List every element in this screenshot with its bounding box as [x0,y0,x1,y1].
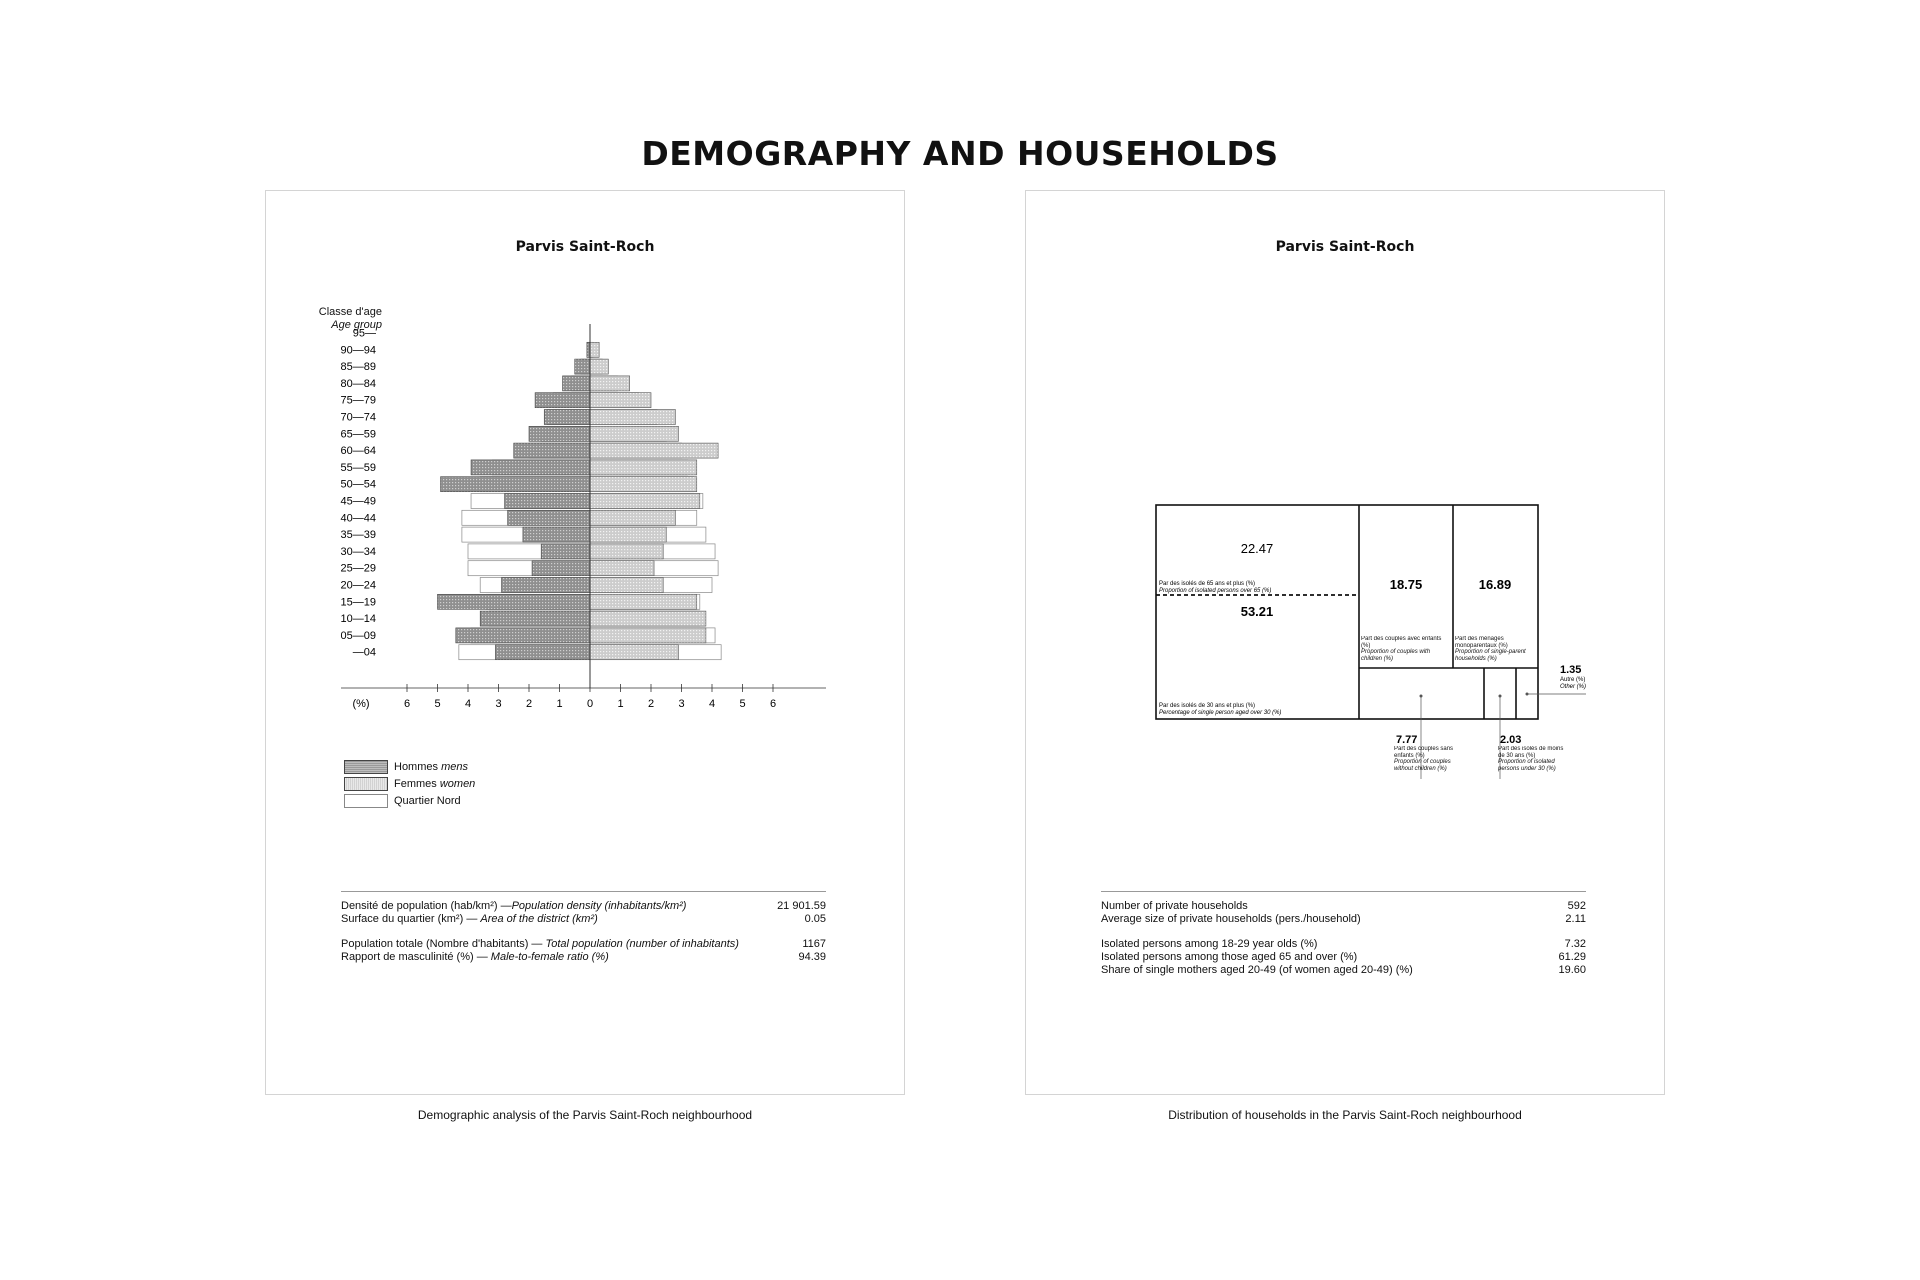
x-axis-unit: (%) [352,698,370,710]
age-category-label: 90—94 [340,344,376,357]
bar-women [590,342,599,357]
stat-label: Average size of private households (pers./household) [1101,913,1361,925]
bar-men [514,443,590,458]
cell-value-18-75: 18.75 [1389,577,1423,592]
age-header-fr: Classe d'age [318,306,382,318]
bar-men [529,426,590,441]
x-tick-label: 4 [708,698,716,710]
bar-women [590,645,678,660]
cell-label-fr: Autre (%) [1560,677,1586,683]
bar-men [438,594,591,609]
age-category-label: 40—44 [340,512,376,525]
bar-women [590,544,663,559]
x-tick-label: 1 [556,698,563,710]
bar-men [532,561,590,576]
age-category-label: 70—74 [340,411,376,424]
cell-label-en: Percentage of single person aged over 30 (%) [1159,710,1282,716]
stat-row-ratio [341,951,826,964]
age-category-label: 95— [352,327,376,340]
bar-women [590,628,706,643]
page-title: DEMOGRAPHY AND HOUSEHOLDS [641,134,1279,173]
bar-men [544,410,590,425]
bar-men [471,460,590,475]
age-category-label: 20—24 [340,579,376,592]
cell-value-16-89: 16.89 [1478,577,1512,592]
stat-value: 592 [1567,900,1586,912]
stat-row-single-mothers [1101,964,1586,977]
stat-label-fr: Population totale (Nombre d'habitants) — [341,938,543,950]
stat-label: Number of private households [1101,900,1248,912]
cell-value-53-21: 53.21 [1240,604,1274,619]
cell-label-fr: Part des ménages monoparentaux (%) [1455,636,1508,649]
x-tick-label: 3 [678,698,685,710]
stat-label: Isolated persons among 18-29 year olds (%) [1101,938,1318,950]
cell-value-22-47: 22.47 [1240,541,1274,556]
bar-men [502,578,590,593]
pyramid-title: Parvis Saint-Roch [515,239,655,255]
bar-men [456,628,590,643]
bar-men [441,477,590,492]
caption-right: Distribution of households in the Parvis Saint-Roch neighbourhood [1168,1108,1522,1122]
treemap-outline [1156,505,1538,719]
cell-label-en: Proportion of single-parent households (%) [1455,649,1526,662]
cell-label-en: Other (%) [1560,684,1587,690]
cell-label-fr: Par des isolés de 65 ans et plus (%) [1159,581,1256,587]
stat-value: 61.29 [1558,951,1586,963]
cell-value-7-77: 7.77 [1396,734,1418,746]
age-category-label: 85—89 [340,361,376,374]
stat-value: 7.32 [1564,938,1586,950]
bar-women [590,410,675,425]
age-category-label: 25—29 [340,562,376,575]
stat-value: 0.05 [804,913,826,925]
bar-women [590,510,675,525]
bar-men [563,376,590,391]
cell-label-en: Proportion of isolated persons under 30 (%) [1498,759,1556,772]
leader-dot [1526,693,1529,696]
cell-label-en: Proportion of isolated persons over 65 (%) [1159,588,1272,594]
stat-row-isolated-young [1101,938,1586,951]
age-category-label: 45—49 [340,495,376,508]
bar-men [535,393,590,408]
stat-label-fr: Rapport de masculinité (%) — [341,951,488,963]
x-tick-label: 5 [434,698,441,710]
age-category-label: 15—19 [340,596,376,609]
legend-item-women [344,776,475,792]
pyramid-legend [344,759,475,810]
legend-item-nord [344,793,475,809]
age-header-en: Age group [331,319,382,331]
age-category-label: 05—09 [340,629,376,642]
stat-label-en: Total population (number of inhabitants) [545,938,739,950]
cell-value-1-35: 1.35 [1560,664,1582,676]
legend-women-en: women [439,778,476,790]
demographic-panel [265,190,905,1095]
age-category-label: 60—64 [340,445,376,458]
bar-women [590,494,700,509]
stat-value: 94.39 [798,951,826,963]
x-tick-label: 6 [403,698,411,710]
legend-swatch-nord [344,794,388,808]
treemap-title: Parvis Saint-Roch [1275,239,1415,255]
bar-women [590,460,697,475]
legend-men-fr: Hommes [394,761,439,773]
caption-left: Demographic analysis of the Parvis Saint-Roch neighbourhood [417,1108,753,1122]
age-category-label: 35—39 [340,529,376,542]
bar-women [590,359,608,374]
bar-men [523,527,590,542]
bar-women [590,611,706,626]
stat-label: Share of single mothers aged 20-49 (of women aged 20-49) (%) [1101,964,1413,976]
demographic-stats [341,891,826,964]
x-tick-label: 4 [464,698,472,710]
leader-dot [1420,695,1423,698]
stat-row-area [341,913,826,926]
age-category-label: 30—34 [340,545,376,558]
households-panel [1025,190,1665,1095]
bar-women [590,477,697,492]
x-tick-label: 6 [769,698,777,710]
age-category-label: 65—59 [340,428,376,441]
stat-value: 21 901.59 [777,900,826,912]
bar-women [590,426,678,441]
cell-value-2-03: 2.03 [1500,734,1522,746]
legend-men-en: mens [441,761,468,773]
x-tick-label: 3 [495,698,502,710]
cell-label-en: Proportion of couples without children (%) [1394,759,1451,772]
bar-women [590,561,654,576]
stat-value: 19.60 [1558,964,1586,976]
bar-men [480,611,590,626]
bar-women [590,594,697,609]
stat-row-density [341,900,826,913]
age-category-label: 75—79 [340,394,376,407]
bar-men [541,544,590,559]
bar-men [575,359,590,374]
cell-label-fr: Par des isolés de 30 ans et plus (%) [1159,703,1256,709]
bar-women [590,393,651,408]
legend-nord: Quartier Nord [394,795,461,807]
stat-label-en: Male-to-female ratio (%) [490,951,609,963]
x-tick-label: 0 [586,698,594,710]
stat-label-en: Population density (inhabitants/km²) [511,900,687,912]
x-tick-label: 1 [617,698,624,710]
x-tick-label: 5 [739,698,746,710]
age-category-label: 80—84 [340,377,376,390]
stat-label-fr: Surface du quartier (km²) — [341,913,478,925]
stat-label-fr: Densité de population (hab/km²) — [341,900,512,912]
bar-men [505,494,590,509]
bar-women [590,376,630,391]
age-category-label: 50—54 [340,478,376,491]
households-treemap-chart [1026,191,1666,791]
legend-women-fr: Femmes [394,778,437,790]
stat-row-households [1101,900,1586,913]
stat-value: 1167 [802,938,826,950]
cell-label-fr: Part des couples avec enfants (%) [1361,636,1442,649]
legend-swatch-men [344,760,388,774]
stat-value: 2.11 [1565,913,1586,925]
bar-men [508,510,590,525]
bar-women [590,527,666,542]
population-pyramid-chart [266,191,906,751]
age-category-label: —04 [352,646,376,659]
stat-row-household-size [1101,913,1586,926]
cell-label-en: Proportion of couples with children (%) [1361,649,1431,662]
age-category-label: 10—14 [340,613,376,626]
x-tick-label: 2 [647,698,655,710]
bar-men [495,645,590,660]
leader-dot [1499,695,1502,698]
stat-row-population [341,938,826,951]
cell-label-fr: Part des isolés de moins de 30 ans (%) [1498,746,1564,759]
age-category-label: 55—59 [340,461,376,474]
bar-women [590,578,663,593]
x-tick-label: 2 [525,698,533,710]
legend-item-men [344,759,475,775]
stat-row-isolated-old [1101,951,1586,964]
stat-label-en: Area of the district (km²) [480,913,598,925]
bar-women [590,443,718,458]
household-stats [1101,891,1586,977]
cell-label-fr: Part des couples sans enfants (%) [1394,746,1454,759]
stat-label: Isolated persons among those aged 65 and over (%) [1101,951,1358,963]
legend-swatch-women [344,777,388,791]
